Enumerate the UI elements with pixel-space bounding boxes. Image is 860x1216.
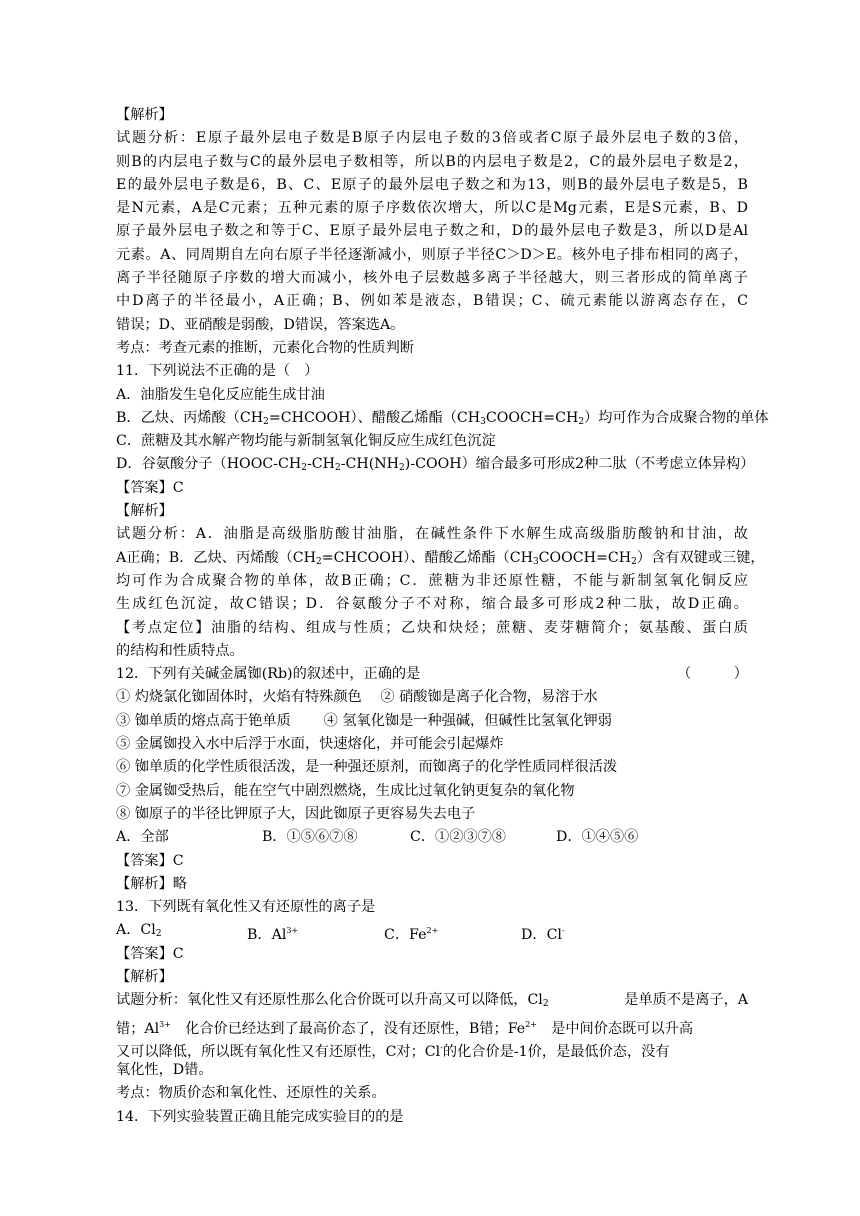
text-run: ）均可作为合成聚合物的单体: [584, 409, 769, 426]
exam-point: 考点：考查元素的推断，元素化合物的性质判断: [116, 339, 414, 356]
text-line: 是N元素，A是C元素；五种元素的原子序数依次增大，所以C是Mg元素，E是S元素，B、D: [116, 200, 748, 217]
subscript: 2: [542, 999, 549, 1010]
superscript: 2+: [426, 926, 439, 936]
superscript: 2+: [525, 1019, 537, 1029]
question-11-option-c: C．蔗糖及其水解产物均能与新制氢氧化铜反应生成红色沉淀: [116, 433, 496, 450]
text-run: 又可以降低，所以既有氧化性又有还原性，C对；Cl: [116, 1043, 441, 1060]
text-run: D．谷氨酸分子（HOOC-CH: [116, 456, 302, 473]
analysis-heading: 【解析】: [116, 107, 173, 123]
text-line: E的最外层电子数是6，B、C、E原子的最外层电子数之和为13，则B的最外层电子数是5，B: [116, 176, 748, 193]
question-12-answer: 【答案】C: [116, 852, 184, 869]
option-b: B．①⑤⑥⑦⑧: [262, 829, 358, 846]
exam-point: 考点：物质价态和氧化性、还原性的关系。: [116, 1085, 386, 1102]
subscript: 2: [315, 556, 322, 567]
subscript: 3: [480, 416, 486, 427]
text-run: C．Fe: [384, 927, 427, 944]
text-line: 元素。A、同周期自左向右原子半径逐渐减小，则原子半径C＞D＞E。核外电子排布相同的离子，: [116, 246, 748, 263]
option-b: [247, 919, 384, 942]
text-line: 中D离子的半径最小，A正确；B、例如苯是液态，B错误；C、硫元素能以游离态存在，C: [116, 293, 748, 310]
text-run: 错；Al: [116, 1020, 160, 1037]
question-13-stem: 13．下列既有氧化性又有还原性的离子是: [116, 899, 376, 916]
option-a: A．全部: [116, 829, 169, 846]
question-11-stem: 11．下列说法不正确的是（ ）: [116, 363, 319, 380]
superscript: -: [440, 1042, 443, 1052]
question-12-options: [116, 826, 748, 849]
text-run: A．Cl: [116, 922, 156, 939]
superscript: 3+: [286, 926, 299, 936]
text-run: 的化合价是-1价，是最低价态，没有: [442, 1043, 670, 1060]
text-run: COOCH=CH: [538, 549, 632, 566]
text-run: 是单质不是离子，A: [610, 992, 748, 1009]
text-line: 离子半径随原子序数的增大而减小，核外电子层数越多离子半径越大，则三者形成的简单离子: [116, 270, 748, 287]
text-line: [116, 1013, 748, 1036]
subscript: 2: [631, 556, 637, 567]
text-run: -CH(NH: [340, 456, 400, 473]
question-12-analysis: 【解析】略: [116, 875, 187, 892]
text-line: 原子最外层电子数之和等于C、E原子最外层电子数之和，D的最外层电子数是3，所以D是Al: [116, 223, 748, 240]
answer-paren: （ ）: [677, 666, 748, 683]
text-run: -CH: [306, 456, 335, 473]
text-line: 【考点定位】油脂的结构、组成与性质；乙炔和炔烃；蔗糖、麦芽糖简介；氨基酸、蛋白质: [116, 619, 748, 636]
text-line: 均可作为合成聚合物的单体，故B正确；C．蔗糖为非还原性糖，不能与新制氢氧化铜反应: [116, 572, 748, 589]
subscript: 2: [155, 929, 162, 940]
subscript: 2: [399, 463, 405, 474]
superscript: -: [561, 926, 565, 936]
question-13-answer: 【答案】C: [116, 945, 184, 962]
superscript: 3+: [159, 1019, 171, 1029]
question-11-option-d: [116, 453, 755, 476]
text-line: 氧化性，D错。: [116, 1062, 213, 1079]
text-run: B．乙炔、丙烯酸（CH: [116, 409, 264, 426]
question-12-stem: [116, 663, 748, 686]
question-13-options: [116, 919, 748, 942]
question-12-statement: ③ 铷单质的熔点高于铯单质 ④ 氢氧化铷是一种强碱，但碱性比氢氧化钾弱: [116, 712, 612, 729]
question-11-option-a: A．油脂发生皂化反应能生成甘油: [116, 386, 325, 403]
question-12-statement: ⑤ 金属铷投入水中后浮于水面，快速熔化，并可能会引起爆炸: [116, 736, 504, 753]
text-run: 12．下列有关碱金属铷(Rb)的叙述中，正确的是: [116, 666, 421, 683]
text-line: [116, 547, 765, 570]
subscript: 3: [532, 556, 539, 567]
subscript: 2: [334, 463, 341, 474]
option-d: D．①④⑤⑥: [556, 829, 639, 846]
text-run: A正确；B．乙炔、丙烯酸（CH: [116, 549, 316, 566]
question-14-stem: 14．下列实验装置正确且能完成实验目的的是: [116, 1108, 404, 1125]
text-line: 错误；D、亚硝酸是弱酸，D错误，答案选A。: [116, 316, 405, 333]
question-12-statement: ⑦ 金属铷受热后，能在空气中剧烈燃烧，生成比过氧化钠更复杂的氧化物: [116, 782, 575, 799]
text-run: =CHCOOH）、醋酸乙烯酯（CH: [321, 549, 533, 566]
analysis-heading: 【解析】: [116, 503, 173, 520]
text-run: 试题分析：氧化性又有还原性那么化合价既可以升高又可以降低，Cl: [116, 992, 543, 1009]
option-c: [384, 919, 521, 942]
text-line: 生成红色沉淀，故C错误；D．谷氨酸分子不对称，缩合最多可形成2种二肽，故D正确。: [116, 596, 748, 613]
text-run: 是中间价态既可以升高: [536, 1020, 694, 1037]
text-run: ）含有双键或三键，: [636, 549, 765, 566]
text-line: 的结构和性质特点。: [116, 642, 244, 659]
question-12-statement: ① 灼烧氯化铷固体时，火焰有特殊颜色 ② 硝酸铷是离子化合物，易溶于水: [116, 689, 598, 706]
text-run: 化合价已经达到了最高价态了，没有还原性，B错；Fe: [170, 1020, 526, 1037]
text-line: [116, 989, 748, 1012]
question-12-statement: ⑧ 铷原子的半径比钾原子大，因此铷原子更容易失去电子: [116, 805, 476, 822]
option-d: [521, 919, 565, 942]
text-run: D．Cl: [521, 927, 562, 944]
text-run: [116, 989, 549, 1012]
subscript: 2: [578, 416, 585, 427]
question-11-answer: 【答案】C: [116, 479, 184, 496]
subscript: 2: [263, 416, 269, 427]
text-line: 则B的内层电子数与C的最外层电子数相等，所以B的内层电子数是2，C的最外层电子数是2，: [116, 153, 748, 170]
text-run: COOCH=CH: [485, 409, 579, 426]
option-a: [116, 919, 247, 942]
document-content: [116, 104, 769, 1129]
subscript: 2: [301, 463, 307, 474]
text-run: B．Al: [247, 927, 287, 944]
option-c: C．①②③⑦⑧: [410, 829, 506, 846]
text-run: =CHCOOH）、醋酸乙烯酯（CH: [268, 409, 481, 426]
text-line: 试题分析：E原子最外层电子数是B原子内层电子数的3倍或者C原子最外层电子数的3倍，: [116, 130, 748, 147]
text-run: )-COOH）缩合最多可形成2种二肽（不考虑立体异构）: [404, 456, 755, 473]
text-line: [116, 1036, 748, 1059]
question-11-option-b: [116, 407, 769, 430]
analysis-heading: 【解析】: [116, 968, 173, 985]
question-12-statement: ⑥ 铷单质的化学性质很活泼，是一种强还原剂，而铷离子的化学性质同样很活泼: [116, 759, 618, 776]
text-line: 试题分析：A．油脂是高级脂肪酸甘油脂，在碱性条件下水解生成高级脂肪酸钠和甘油，故: [116, 526, 748, 543]
